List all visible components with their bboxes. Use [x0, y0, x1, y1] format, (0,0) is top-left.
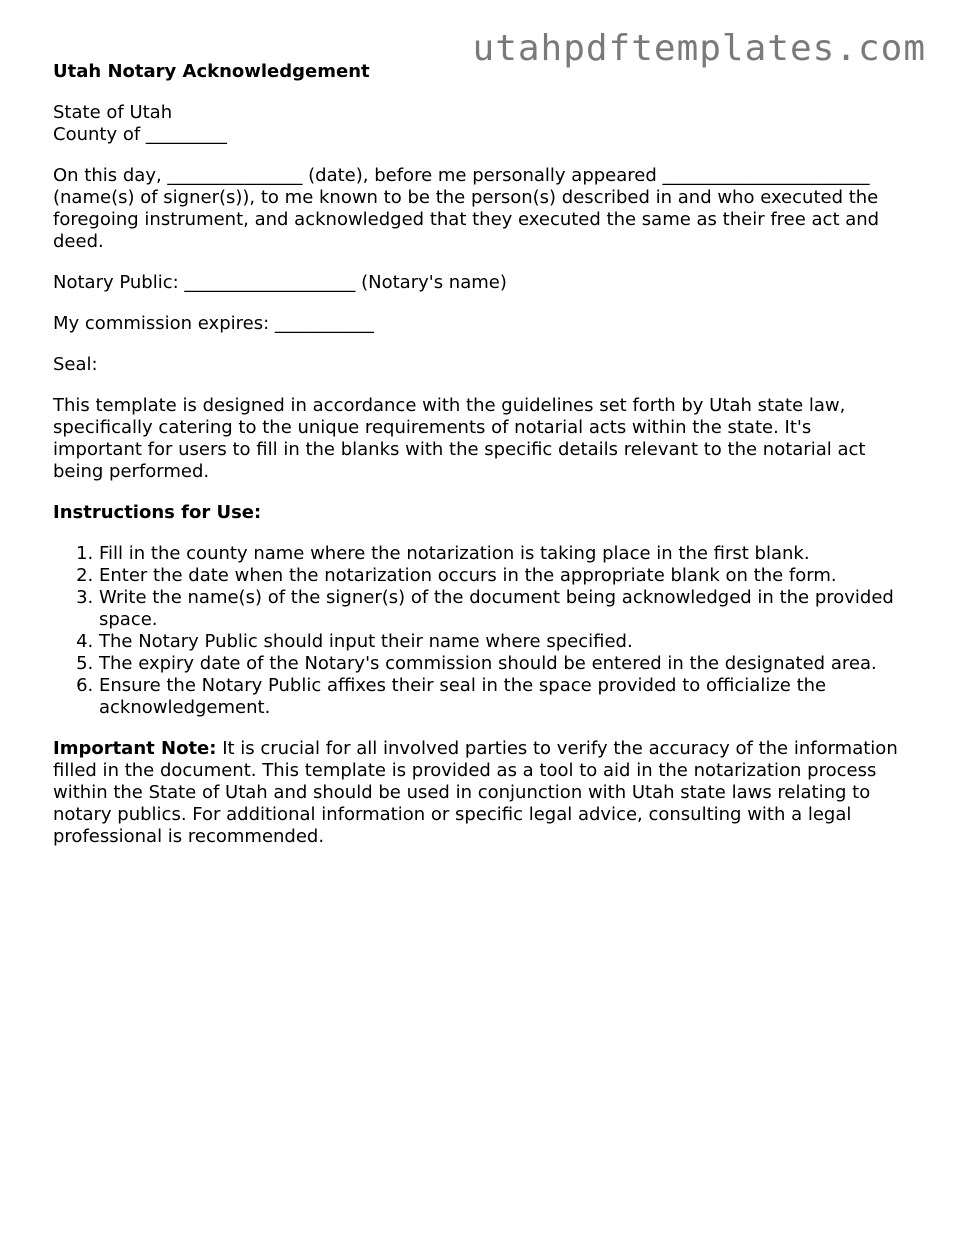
important-note-text: It is crucial for all involved parties to verify the accuracy of the information filled in the document. This template is provided as a tool to aid in the notarization process within the State of Utah and should be used in conjunction with Utah state laws relating to notary publics. For additional information or specific legal advice, consulting with a legal professional is recommended.: [53, 738, 898, 847]
important-note-paragraph: [53, 738, 903, 848]
instruction-item: 5. The expiry date of the Notary's commission should be entered in the designated area.: [99, 653, 903, 675]
instruction-item: 2. Enter the date when the notarization occurs in the appropriate blank on the form.: [99, 565, 903, 587]
document-body: [53, 61, 903, 867]
seal-line: Seal:: [53, 354, 98, 375]
county-line: County of _________: [53, 124, 227, 145]
instruction-item: 3. Write the name(s) of the signer(s) of the document being acknowledged in the provided space.: [99, 587, 903, 631]
watermark: utahpdftemplates.com: [472, 28, 926, 69]
acknowledgement-paragraph: On this day, _______________ (date), before me personally appeared _______________________ (name(s) of signer(s)), to me known to be the person(s) described in and who executed the foregoing instrument, and acknowledged that they executed the same as their free act and deed.: [53, 165, 880, 252]
notary-public-line: Notary Public: ___________________ (Notary's name): [53, 272, 507, 293]
instructions-heading: Instructions for Use:: [53, 502, 262, 523]
commission-expires-line: My commission expires: ___________: [53, 313, 374, 334]
jurisdiction-block: [53, 102, 903, 146]
instruction-item: 1. Fill in the county name where the notarization is taking place in the first blank.: [99, 543, 903, 565]
important-note-label: Important Note:: [53, 738, 217, 759]
template-info-paragraph: This template is designed in accordance with the guidelines set forth by Utah state law, specifically catering to the unique requirements of notarial acts within the state. It's important for users to fill in the blanks with the specific details relevant to the notarial act being performed.: [53, 395, 866, 482]
instruction-item: 4. The Notary Public should input their name where specified.: [99, 631, 903, 653]
instructions-list: [53, 543, 903, 719]
state-line: State of Utah: [53, 102, 173, 123]
instruction-item: 6. Ensure the Notary Public affixes their seal in the space provided to officialize the acknowledgement.: [99, 675, 903, 719]
document-title: Utah Notary Acknowledgement: [53, 61, 370, 82]
